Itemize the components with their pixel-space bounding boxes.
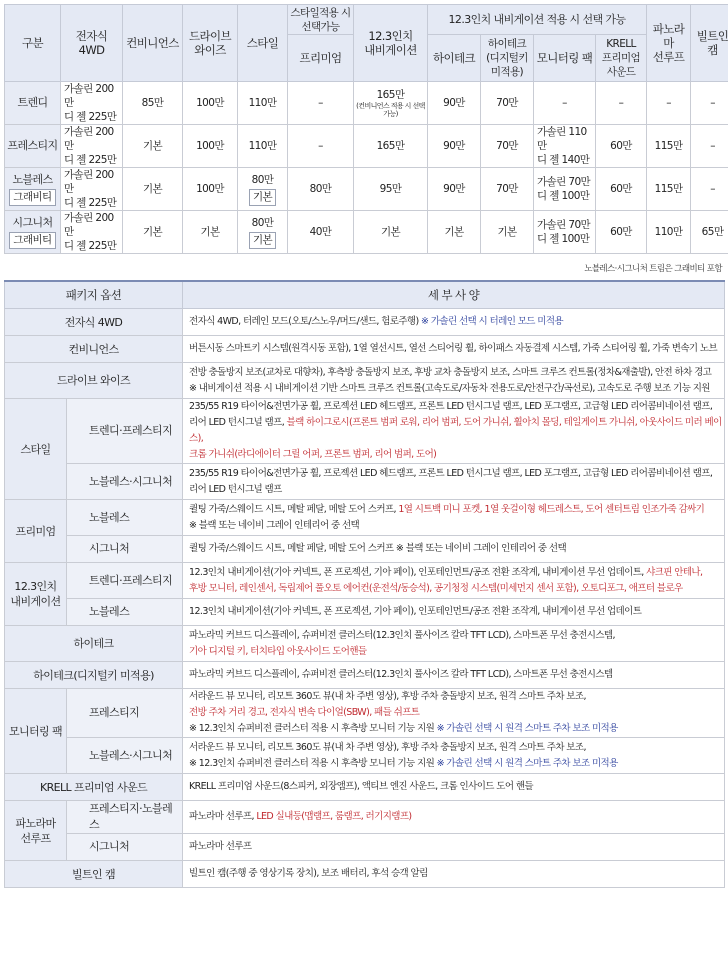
option-detail: [183, 774, 725, 801]
cell-awd: [61, 125, 123, 168]
cell-style: [238, 125, 288, 168]
option-sub: 노블레스: [67, 500, 183, 536]
trim-note: 노블레스·시그니처 트림은 그래비티 포함: [584, 264, 722, 274]
option-group: 12.3인치 내비게이션: [5, 563, 67, 626]
detail-text: ※ 12.3인치 슈퍼비전 클러스터 적용 시 후측방 모니터 기능 지원: [189, 723, 435, 734]
cell-value: 90만: [443, 97, 465, 109]
cell-awd: [61, 211, 123, 254]
option-sub: 트렌디·프레스티지: [67, 399, 183, 464]
cell-value: 110만: [248, 97, 277, 109]
style-sub-badge: 기본: [249, 189, 276, 206]
option-detail: [183, 834, 725, 861]
option-name: 컨비니언스: [5, 336, 183, 363]
trim-sub-badge: 그래비티: [9, 232, 55, 249]
detail-row: [5, 500, 725, 536]
detail-text: 기아 디지털 키, 터치타입 아웃사이드 도어핸들: [189, 645, 367, 657]
option-detail: [183, 662, 725, 689]
detail-row: [5, 689, 725, 738]
cell-hitech: [428, 125, 481, 168]
option-detail: [183, 399, 725, 464]
cell-awd: [61, 168, 123, 211]
detail-text: ※ 가솔린 선택 시 원격 스마트 주차 보조 미적용: [436, 723, 618, 734]
cell-convenience: [123, 211, 183, 254]
header-convenience: 컨비니언스: [123, 5, 183, 82]
cell-premium: [288, 211, 354, 254]
header-awd: 전자식 4WD: [61, 5, 123, 82]
cell-value: 기본: [444, 226, 464, 238]
cell-value: 110만: [654, 226, 683, 238]
cell-style: [238, 82, 288, 125]
cell-value: 60만: [610, 226, 632, 238]
navi-note: (컨비니언스 적용 시 선택가능): [356, 102, 425, 118]
trim-name: 노블레스: [12, 172, 53, 186]
detail-text: 235/55 R19 타이어&전면가공 휠, 프로젝션 LED 헤드램프, 프론트 LED 턴시그널 램프, LED 포그램프, 고급형 LED 리어콤비네이션 램프, 리어 LED 턴시그널 램프,: [189, 401, 713, 428]
header-cam: 빌트인 캠: [691, 5, 728, 82]
cell-panorama: [647, 168, 691, 211]
trim-sub-badge: 그래비티: [9, 189, 55, 206]
detail-text: 서라운드 뷰 모니터, 리모트 360도 뷰(내 차 주변 영상), 후방 주차 충돌방지 보조, 원격 스마트 주차 보조, ※ 12.3인치 슈퍼비전 클러스터 적용 시 후측방 모니터 기능 지원: [189, 741, 586, 769]
detail-text: 버튼시동 스마트키 시스템(원격시동 포함), 1열 열선시트, 열선 스티어링 휠, 하이패스 자동결제 시스템, 가죽 스티어링 휠, 가죽 변속기 노브: [189, 343, 718, 354]
cell-value: –: [618, 97, 624, 109]
cell-cam: [691, 125, 728, 168]
cell-hitech: [428, 211, 481, 254]
option-detail: [183, 336, 725, 363]
cell-hitech-dc: [481, 211, 534, 254]
price-row: [5, 168, 728, 211]
cell-drivewise: [183, 82, 238, 125]
cell-value: 110만: [248, 140, 277, 152]
cell-value: 70만: [496, 97, 518, 109]
cell-monitoring: [534, 82, 596, 125]
cell-krell: [596, 168, 647, 211]
detail-text: KRELL 프리미엄 사운드(8스피커, 외장앰프), 액티브 엔진 사운드, 크롬 인사이드 도어 핸들: [189, 781, 534, 792]
cell-value: 기본: [200, 226, 220, 238]
cell-convenience: [123, 82, 183, 125]
cell-drivewise: [183, 168, 238, 211]
option-group: 파노라마 선루프: [5, 801, 67, 861]
option-sub: 노블레스·시그니처: [67, 738, 183, 774]
cell-panorama: [647, 125, 691, 168]
cell-value: 가솔린 110만 디 젤 140만: [537, 126, 590, 166]
cell-value: 70만: [496, 183, 518, 195]
cell-value: 165만: [376, 140, 405, 152]
cell-monitoring: [534, 168, 596, 211]
cell-convenience: [123, 168, 183, 211]
detail-text: 퀼팅 가죽/스웨이드 시트, 메탈 페달, 메탈 도어 스커프,: [189, 503, 399, 515]
cell-value: 기본: [142, 140, 163, 152]
option-name: 하이테크(디지털키 미적용): [5, 662, 183, 689]
trim-cell: [5, 168, 61, 211]
detail-row: [5, 738, 725, 774]
cell-style: [238, 211, 288, 254]
cell-value: –: [710, 97, 715, 109]
trim-name: 트렌디: [17, 96, 48, 109]
option-detail: [183, 309, 725, 336]
option-sub: 시그니처: [67, 834, 183, 861]
option-sub: 시그니처: [67, 536, 183, 563]
detail-row: [5, 363, 725, 399]
cell-krell: [596, 211, 647, 254]
cell-cam: [691, 82, 728, 125]
option-sub: 트렌디·프레스티지: [67, 563, 183, 599]
cell-value: 90만: [443, 140, 465, 152]
cell-value: 115만: [654, 140, 683, 152]
cell-value: 80만: [251, 216, 274, 229]
cell-value: 가솔린 70만 디 젤 100만: [537, 219, 591, 245]
price-row: [5, 82, 728, 125]
cell-value: 40만: [309, 226, 332, 238]
trim-cell: [5, 211, 61, 254]
cell-value: 가솔린 200만 디 젤 225만: [64, 126, 117, 166]
detail-text: 전방 충돌방지 보조(교차로 대향차), 후측방 충돌방지 보조, 후방 교차 충돌방지 보조, 스마트 크루즈 컨트롤(정차&재출발), 안전 하차 경고 ※ 내비게이션 적용 시 내비게이션 기반 스마트 크루즈 컨트롤(고속도로/자동차 전용도로/안전구간/곡선로), 고속도로 주행 보조 기능 지원: [189, 366, 712, 394]
header-navi-group: 12.3인치 내비게이션 적용 시 선택 가능: [428, 5, 647, 35]
header-navi: 12.3인치 내비게이션: [354, 5, 428, 82]
detail-row: [5, 599, 725, 626]
header-hitech-dc: 하이테크 (디지털키 미적용): [481, 35, 534, 82]
cell-convenience: [123, 125, 183, 168]
cell-awd: [61, 82, 123, 125]
cell-drivewise: [183, 211, 238, 254]
option-group: 프리미엄: [5, 500, 67, 563]
cell-value: 85만: [141, 97, 164, 109]
cell-monitoring: [534, 211, 596, 254]
cell-value: 기본: [380, 226, 401, 238]
option-sub: 노블레스: [67, 599, 183, 626]
cell-value: –: [710, 140, 715, 152]
detail-text: 파노라믹 커브드 디스플레이, 슈퍼비전 클러스터(12.3인치 풀사이즈 칼라 TFT LCD), 스마트폰 무선 충전시스템: [189, 669, 613, 680]
header-premium: 프리미엄: [288, 35, 354, 82]
cell-navi: [354, 125, 428, 168]
cell-hitech-dc: [481, 82, 534, 125]
cell-value: –: [318, 140, 323, 152]
cell-cam: [691, 168, 728, 211]
cell-krell: [596, 82, 647, 125]
detail-row: [5, 662, 725, 689]
option-detail: [183, 801, 725, 834]
detail-row: [5, 626, 725, 662]
cell-value: 165만: [376, 89, 405, 101]
cell-value: –: [318, 97, 323, 109]
detail-text: 샤크핀 안테나, 후방 모니터, 레인센서, 독립제어 풀오토 에어컨(운전석/동승석), 공기청정 시스템(미세먼지 센서 포함), 오토디포그, 애프터 블로우: [189, 566, 703, 594]
option-name: 하이테크: [5, 626, 183, 662]
header-krell: KRELL 프리미엄 사운드: [596, 35, 647, 82]
detail-text: 전방 주차 거리 경고, 전자식 변속 다이얼(SBW), 패들 쉬프트: [189, 707, 420, 718]
detail-text: 12.3인치 내비게이션(기아 커넥트, 폰 프로젝션, 기아 페이), 인포테인먼트/공조 전환 조작계, 내비게이션 무선 업데이트,: [189, 566, 647, 578]
cell-hitech-dc: [481, 125, 534, 168]
price-row: [5, 125, 728, 168]
cell-value: –: [666, 97, 671, 109]
detail-text: 빌트인 캠(주행 중 영상기록 장치), 보조 배터리, 후석 승객 알림: [189, 868, 428, 879]
cell-value: 가솔린 70만 디 젤 100만: [537, 176, 591, 202]
detail-row: [5, 399, 725, 464]
header-style: 스타일: [238, 5, 288, 82]
trim-cell: [5, 82, 61, 125]
cell-value: 65만: [701, 226, 724, 238]
cell-drivewise: [183, 125, 238, 168]
cell-navi: [354, 82, 428, 125]
cell-premium: [288, 125, 354, 168]
cell-value: 100만: [196, 183, 224, 195]
cell-value: 80만: [251, 173, 274, 186]
detail-table: [4, 280, 725, 888]
cell-value: 70만: [496, 140, 518, 152]
cell-value: –: [710, 183, 715, 195]
option-name: 빌트인 캠: [5, 861, 183, 888]
detail-row: [5, 464, 725, 500]
cell-navi: [354, 211, 428, 254]
option-sub: 프레스티지: [67, 689, 183, 738]
cell-value: 가솔린 200만 디 젤 225만: [64, 83, 117, 123]
style-sub-badge: 기본: [249, 232, 276, 249]
option-detail: [183, 363, 725, 399]
detail-text: ※ 가솔린 선택 시 터레인 모드 미적용: [421, 316, 564, 327]
option-group: 모니터링 팩: [5, 689, 67, 774]
cell-value: 가솔린 200만 디 젤 225만: [64, 169, 117, 209]
cell-value: 95만: [379, 183, 402, 195]
detail-text: LED 실내등(맵램프, 룸램프, 러기지램프): [256, 811, 412, 822]
detail-row: [5, 336, 725, 363]
option-detail: [183, 500, 725, 536]
cell-value: 100만: [196, 97, 224, 109]
option-detail: [183, 861, 725, 888]
detail-text: ※ 블랙 또는 네이비 그레이 인테리어 중 선택: [189, 519, 360, 531]
price-row: [5, 211, 728, 254]
option-detail: [183, 738, 725, 774]
option-name: KRELL 프리미엄 사운드: [5, 774, 183, 801]
option-detail: [183, 689, 725, 738]
cell-panorama: [647, 211, 691, 254]
detail-text: 파노라마 선루프,: [189, 811, 257, 822]
cell-premium: [288, 82, 354, 125]
detail-row: [5, 309, 725, 336]
trim-name: 프레스티지: [7, 139, 58, 152]
cell-value: 100만: [196, 140, 224, 152]
option-detail: [183, 599, 725, 626]
cell-value: 60만: [610, 140, 632, 152]
cell-hitech: [428, 168, 481, 211]
detail-row: [5, 801, 725, 834]
detail-text: 파노라마 선루프: [189, 841, 252, 852]
price-table: [4, 4, 728, 254]
cell-style: [238, 168, 288, 211]
cell-cam: [691, 211, 728, 254]
cell-panorama: [647, 82, 691, 125]
cell-hitech-dc: [481, 168, 534, 211]
detail-text: 1열 시트백 미니 포켓, 1열 웃걸이형 헤드레스트, 도어 센터트림 인조가죽 감싸기: [398, 503, 705, 515]
detail-row: [5, 563, 725, 599]
cell-value: 90만: [443, 183, 465, 195]
option-detail: [183, 563, 725, 599]
cell-value: –: [562, 97, 567, 109]
option-detail: [183, 536, 725, 563]
cell-premium: [288, 168, 354, 211]
cell-value: 기본: [497, 226, 517, 238]
cell-value: 80만: [309, 183, 332, 195]
option-group: 스타일: [5, 399, 67, 500]
detail-row: [5, 536, 725, 563]
cell-navi: [354, 168, 428, 211]
option-detail: [183, 464, 725, 500]
cell-value: 60만: [610, 183, 632, 195]
cell-value: 가솔린 200만 디 젤 225만: [64, 212, 117, 252]
detail-text: 파노라믹 커브드 디스플레이, 슈퍼비전 클러스터(12.3인치 풀사이즈 칼라 TFT LCD), 스마트폰 무선 충전시스템,: [189, 629, 615, 641]
detail-text: ※ 가솔린 선택 시 원격 스마트 주차 보조 미적용: [436, 757, 618, 769]
cell-value: 기본: [142, 183, 163, 195]
header-style-group: 스타일적용 시 선택가능: [288, 5, 354, 35]
header-hitech: 하이테크: [428, 35, 481, 82]
detail-text: 전자식 4WD, 터레인 모드(오토/스노우/머드/샌드, 험로주행): [189, 316, 422, 327]
detail-text: 서라운드 뷰 모니터, 리모트 360도 뷰(내 차 주변 영상), 후방 주차 충돌방지 보조, 원격 스마트 주차 보조,: [189, 691, 586, 702]
option-name: 전자식 4WD: [5, 309, 183, 336]
cell-hitech: [428, 82, 481, 125]
trim-name: 시그니처: [12, 215, 53, 229]
detail-row: [5, 774, 725, 801]
header-category: 구분: [5, 5, 61, 82]
detail-text: 235/55 R19 타이어&전면가공 휠, 프로젝션 LED 헤드램프, 프론트 LED 턴시그널 램프, LED 포그램프, 고급형 LED 리어콤비네이션 램프, 리어 LED 턴시그널 램프: [189, 467, 713, 495]
detail-text: 12.3인치 내비게이션(기아 커넥트, 폰 프로젝션, 기아 페이), 인포테인먼트/공조 전환 조작계, 내비게이션 무선 업데이트: [189, 606, 642, 617]
cell-monitoring: [534, 125, 596, 168]
detail-text: 블랙 하이그로시(프론트 범퍼 로워, 리어 범퍼, 도어 가니쉬, 휠아치 몰딩, 테일게이트 가니쉬, 아웃사이드 미러 베이스), 크롬 가니쉬(라디에이터 그릴 어퍼, 프론트 범퍼, 리어 범퍼, 도어): [189, 417, 722, 460]
cell-krell: [596, 125, 647, 168]
cell-value: 115만: [654, 183, 683, 195]
header-drivewise: 드라이브 와이즈: [183, 5, 238, 82]
option-sub: 노블레스·시그니처: [67, 464, 183, 500]
trim-cell: [5, 125, 61, 168]
detail-row: [5, 861, 725, 888]
option-name: 드라이브 와이즈: [5, 363, 183, 399]
header-detail: 세 부 사 양: [183, 281, 725, 309]
header-monitoring: 모니터링 팩: [534, 35, 596, 82]
option-detail: [183, 626, 725, 662]
header-panorama: 파노라마 선루프: [647, 5, 691, 82]
cell-value: 기본: [142, 226, 163, 238]
detail-text: 퀼팅 가죽/스웨이드 시트, 메탈 페달, 메탈 도어 스커프 ※ 블랙 또는 네이비 그레이 인테리어 중 선택: [189, 543, 567, 554]
option-sub: 프레스티지·노블레스: [67, 801, 183, 834]
detail-row: [5, 834, 725, 861]
header-package-option: 패키지 옵션: [5, 281, 183, 309]
